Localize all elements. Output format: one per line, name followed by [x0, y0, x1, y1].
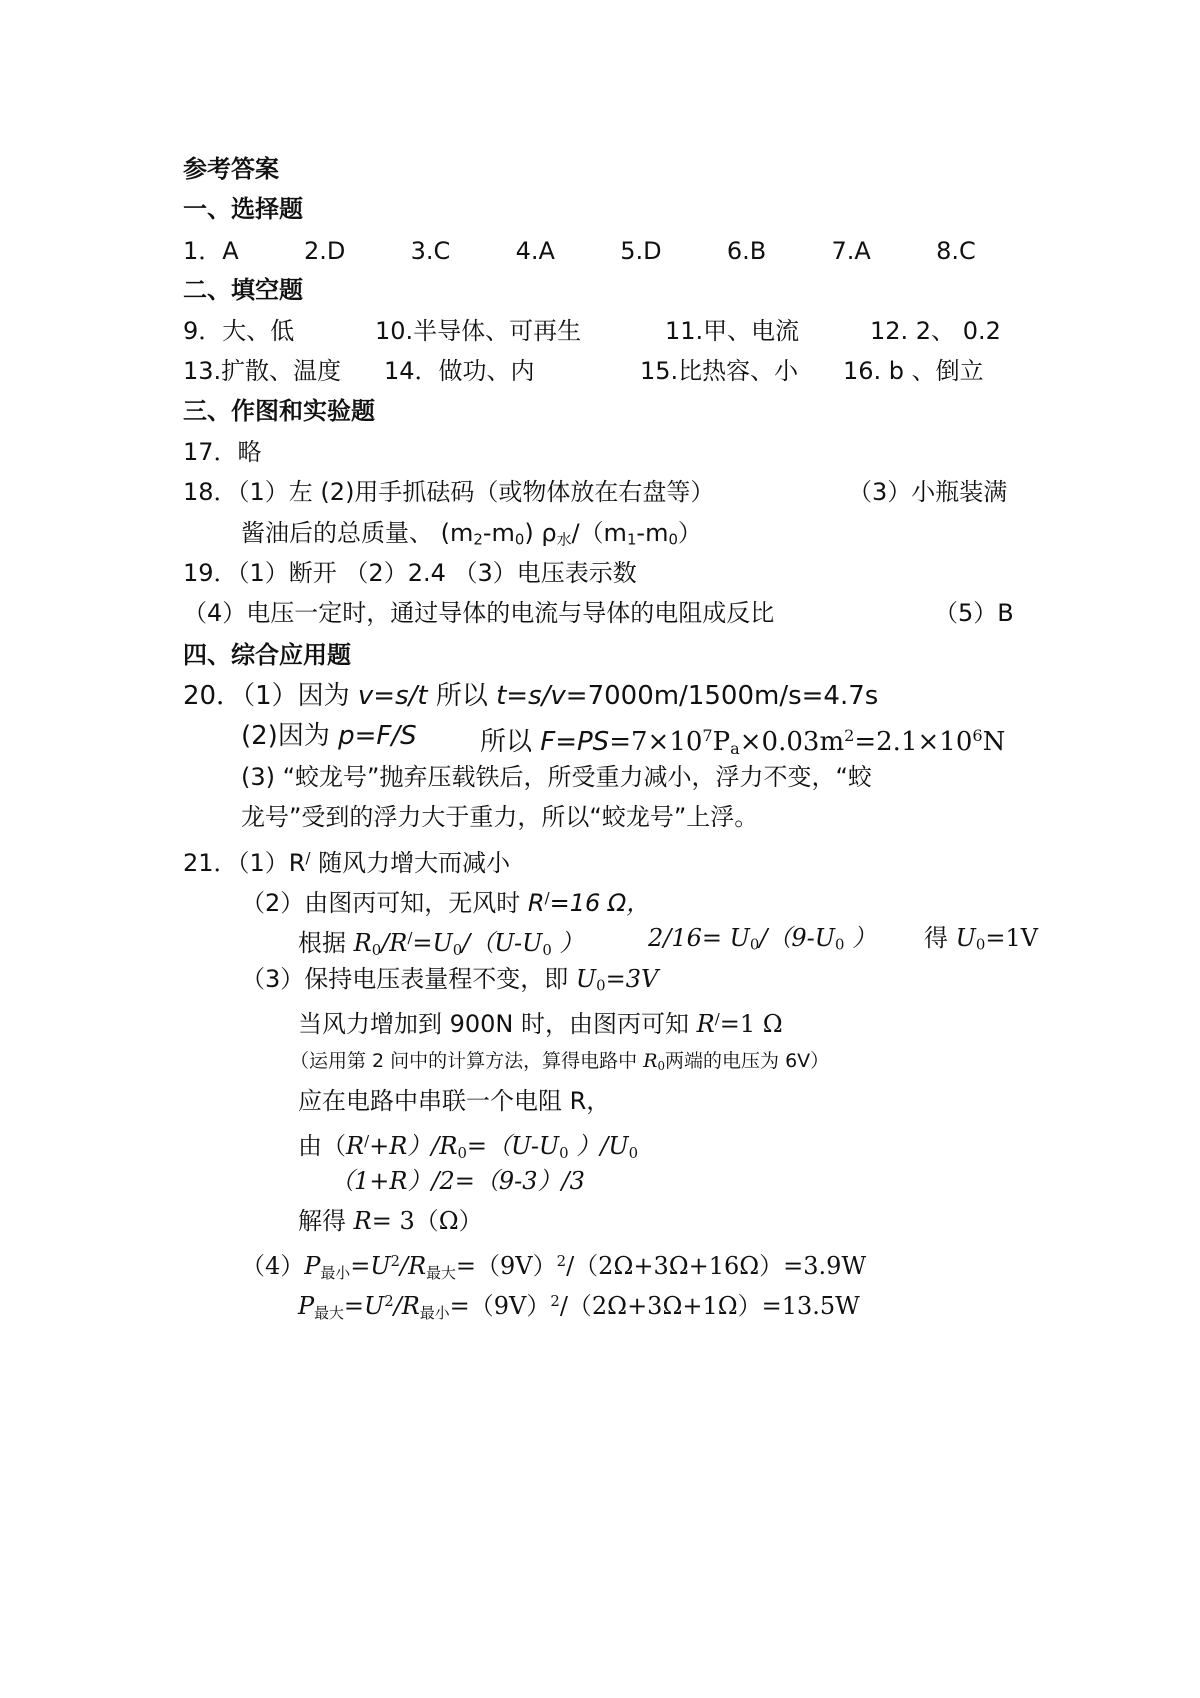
q21-part2-calc [648, 923, 876, 960]
subscript: 1 [626, 530, 637, 549]
fill-answer: 10.半导体、可再生 [375, 317, 582, 345]
q21-text: 解得 [298, 1207, 354, 1235]
formula: R [346, 1132, 365, 1161]
formula: =7×10 [609, 726, 703, 757]
q20-part3-line1: (3) “蛟龙号”抛弃压载铁后，所受重力减小，浮力不变，“蛟 [241, 763, 872, 791]
q18-text: -m [636, 519, 669, 547]
subscript: 0 [668, 530, 678, 549]
subscript: 0 [657, 1058, 666, 1073]
q21-part3-line1 [241, 964, 658, 1001]
superscript: 2 [384, 1292, 394, 1310]
formula: P [304, 1252, 321, 1281]
formula: = 3（Ω） [371, 1207, 483, 1235]
section2-heading: 二、填空题 [183, 276, 303, 304]
fill-answer: 13.扩散、温度 [183, 357, 342, 385]
superscript: / [407, 929, 413, 947]
q21-part3-line7 [298, 1206, 483, 1236]
fill-answer: 14．做功、内 [384, 357, 535, 385]
q20-text: (2)因为 [241, 721, 339, 751]
q18-text: 酱油后的总质量、 (m [241, 519, 474, 547]
q21-part3-line5 [298, 1126, 638, 1168]
subscript: 0 [596, 976, 606, 995]
subscript: a [730, 738, 740, 758]
formula: R [643, 1050, 658, 1072]
q20-text: =7000m/1500m/s=4.7s [565, 681, 879, 711]
formula: =（U-U [466, 1132, 560, 1161]
q20-text: 所以 [427, 681, 497, 711]
formula: =16 Ω， [549, 889, 651, 918]
q18-line1-part3: （3）小瓶装满 [848, 478, 1008, 506]
q18-line2 [241, 518, 702, 555]
formula: ） [844, 924, 877, 952]
superscript: / [364, 1132, 370, 1150]
choice-answer: 8.C [936, 237, 976, 265]
q21-text: 由（ [298, 1132, 346, 1161]
q21-text: （2）由图丙可知，无风时 [241, 889, 528, 918]
formula: =U [343, 1292, 385, 1321]
formula: =1 Ω [719, 1010, 783, 1039]
q18-line1 [183, 477, 714, 507]
formula: /R [400, 1252, 427, 1281]
subscript: 0 [371, 940, 382, 959]
formula: =U [412, 929, 453, 958]
q21-text: （4） [241, 1252, 305, 1281]
formula: U [575, 965, 597, 993]
formula: ） [551, 929, 584, 958]
choice-answer: 3.C [410, 237, 451, 265]
q21-text: （运用第 2 问中的计算方法，算得电路中 [290, 1050, 644, 1072]
q18-text: ) ρ [524, 519, 557, 547]
q21-part3-line6: （1+R）/2=（9-3）/3 [330, 1167, 585, 1195]
formula: U [955, 924, 976, 952]
formula: +R）/R [369, 1132, 458, 1161]
subscript: 0 [542, 940, 552, 959]
q21-part4-line1 [241, 1246, 866, 1288]
fill-answer: 12. 2、 0.2 [870, 317, 1001, 345]
q20-part3-line2: 龙号”受到的浮力大于重力，所以“蛟龙号”上浮。 [241, 803, 759, 831]
subscript: 最大 [426, 1263, 456, 1282]
formula: /（2Ω+3Ω+16Ω）=3.9W [566, 1252, 867, 1281]
subscript: 0 [457, 1143, 467, 1162]
formula: ）/U [568, 1132, 629, 1161]
q21-text: 根据 [298, 929, 354, 958]
formula: =1V [985, 924, 1039, 952]
page-title: 参考答案 [183, 155, 279, 183]
section1-heading: 一、选择题 [183, 195, 303, 223]
q20-text: 所以 [480, 726, 541, 757]
section3-heading: 三、作图和实验题 [183, 397, 375, 425]
q20-part1 [183, 681, 878, 711]
superscript: 7 [702, 726, 713, 745]
q21-part2-result [924, 923, 1038, 960]
fill-answer: 9．大、低 [183, 317, 295, 345]
formula: =2.1×10 [854, 726, 973, 757]
q18-text: /（m [571, 519, 627, 547]
subscript: 0 [835, 935, 845, 954]
fill-answer: 15.比热容、小 [640, 357, 799, 385]
q21-part2-line2 [298, 923, 584, 965]
section4-heading: 四、综合应用题 [183, 641, 351, 669]
choice-answers-row [183, 236, 976, 266]
q21-text: （3）保持电压表量程不变，即 [241, 965, 576, 993]
q18-text: ） [677, 519, 702, 547]
q20-part2-result [480, 721, 1005, 764]
q21-part2-line1 [241, 883, 650, 918]
q19-line2: （4）电压一定时，通过导体的电流与导体的电阻成反比 [183, 599, 775, 627]
choice-answer: 7.A [831, 237, 871, 265]
fill-answer: 16. b 、倒立 [843, 357, 984, 385]
q21-part3-line2 [298, 1004, 783, 1039]
choice-answer: 2.D [303, 237, 346, 265]
formula: R [353, 929, 372, 958]
subscript: 2 [473, 530, 483, 549]
subscript: 0 [559, 1143, 569, 1162]
subscript: 水 [556, 530, 572, 549]
formula: /（U-U [462, 929, 543, 958]
subscript: 0 [628, 1143, 639, 1162]
q21-text: 两端的电压为 6V） [665, 1050, 830, 1072]
superscript: 2 [550, 1292, 560, 1310]
subscript: 0 [975, 935, 986, 954]
q20-part2-lead [241, 721, 417, 751]
superscript: 2 [390, 1252, 400, 1270]
formula: R [353, 1207, 372, 1235]
formula: /（9-U [759, 924, 836, 952]
formula: P [712, 726, 731, 757]
formula: F=PS [540, 726, 610, 757]
formula: =3V [605, 965, 659, 993]
subscript: 0 [514, 530, 525, 549]
formula: =（9V） [455, 1252, 557, 1281]
formula: 2/16= U [648, 924, 750, 952]
formula: v=s/t [357, 681, 428, 711]
superscript: 2 [556, 1252, 567, 1270]
choice-answer: 1．A [183, 237, 239, 265]
q19-line2-part5: （5）B [934, 599, 1014, 627]
superscript: / [714, 1010, 720, 1028]
q21-text: 得 [924, 924, 956, 952]
formula: P [298, 1292, 315, 1321]
q19-line1: 19．（1）断开 （2）2.4 （3）电压表示数 [183, 559, 637, 587]
subscript: 0 [749, 935, 760, 954]
formula: t=s/v [496, 681, 566, 711]
formula: /（2Ω+3Ω+1Ω）=13.5W [559, 1292, 860, 1321]
formula: =U [350, 1252, 391, 1281]
q18-text: -m [482, 519, 515, 547]
superscript: / [544, 889, 550, 907]
fill-answer: 11.甲、电流 [665, 317, 800, 345]
formula: R [696, 1010, 715, 1039]
q21-part4-line2 [298, 1286, 860, 1328]
subscript: 0 [452, 940, 463, 959]
formula: p=F/S [338, 721, 417, 751]
choice-answer: 5.D [620, 237, 662, 265]
q21-part1 [183, 843, 510, 878]
q21-text: 随风力增大而减小 [310, 849, 511, 878]
subscript: 最小 [419, 1303, 450, 1322]
q21-part3-note [290, 1046, 829, 1081]
formula: /R [381, 929, 408, 958]
superscript: 6 [972, 726, 983, 745]
choice-answer: 6.B [726, 237, 767, 265]
formula: /R [393, 1292, 420, 1321]
superscript: 2 [844, 726, 855, 745]
subscript: 最大 [314, 1303, 344, 1322]
q20-text: 20．（1）因为 [183, 681, 358, 711]
formula: ×0.03m [739, 726, 845, 757]
q17-answer: 17．略 [183, 438, 262, 466]
formula: N [982, 726, 1006, 757]
formula: R [527, 889, 545, 918]
superscript: / [305, 849, 311, 867]
q21-part3-line4: 应在电路中串联一个电阻 R， [298, 1087, 611, 1115]
q18-text: 18．（1）左 (2)用手抓砝码（或物体放在右盘等） [183, 478, 715, 506]
formula: =（9V） [449, 1292, 551, 1321]
subscript: 最小 [320, 1263, 351, 1282]
choice-answer: 4.A [515, 237, 555, 265]
q21-text: 当风力增加到 900N 时，由图丙可知 [298, 1010, 697, 1039]
q21-text: 21．（1）R [183, 849, 306, 878]
